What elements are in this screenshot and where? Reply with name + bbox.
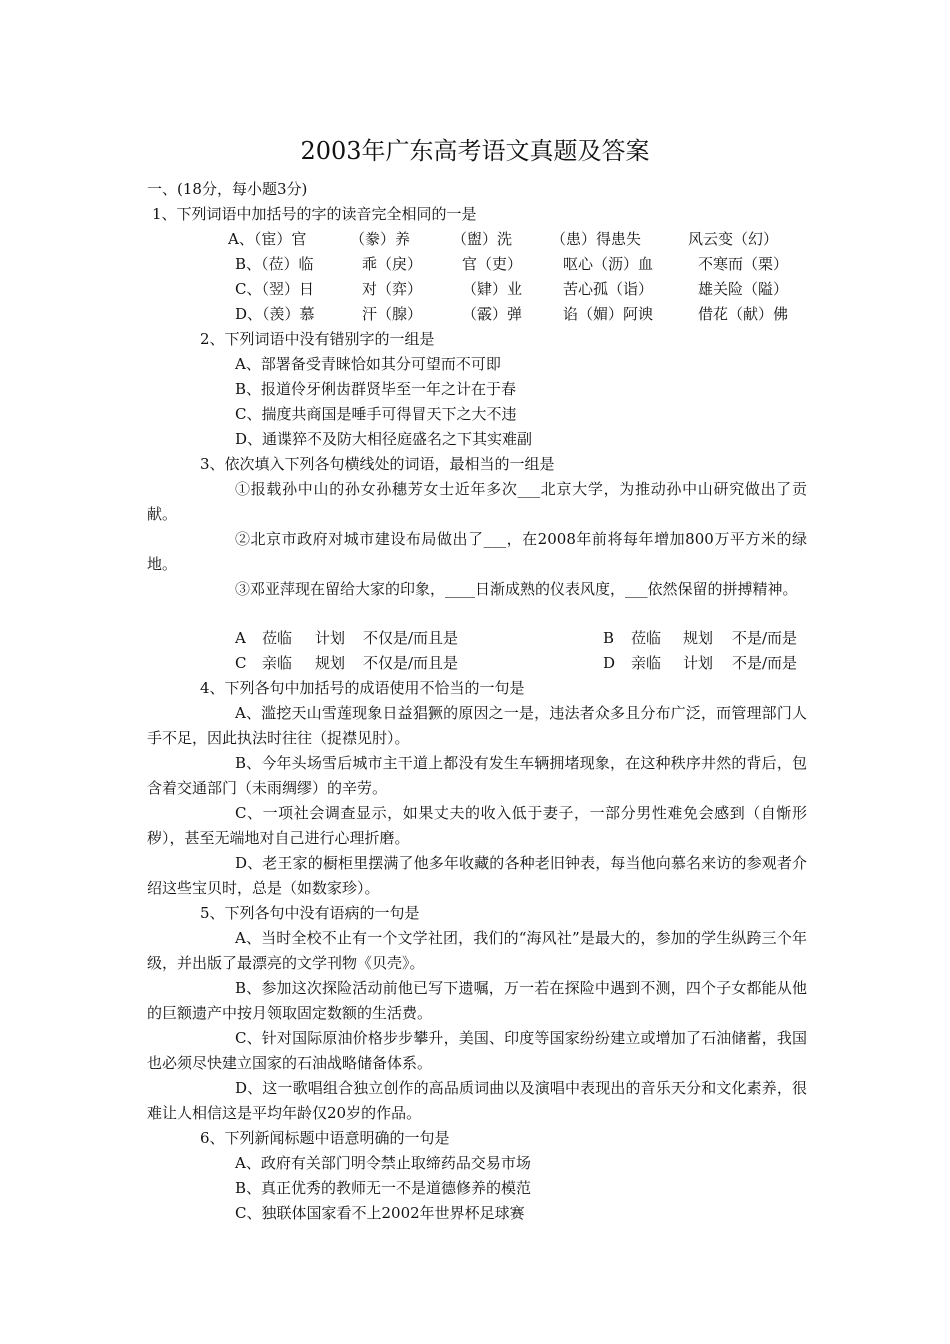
q3-sentence-3: ③邓亚萍现在留给大家的印象，____日渐成熟的仪表风度，___依然保留的拼搏精神。 <box>235 580 798 598</box>
q6-option-b: B、真正优秀的教师无一不是道德修养的模范 <box>235 1179 532 1197</box>
q4-option-c: C、一项社会调查显示，如果丈夫的收入低于妻子，一部分男性难免会感到（自惭形秽），甚至无端地对自己进行心理折磨。 <box>147 804 807 847</box>
q3-choice-word: 计划 <box>683 654 714 672</box>
question-1-stem: 1、下列词语中加括号的字的读音完全相同的一是 <box>152 205 477 223</box>
q3-choice-word: 规划 <box>683 629 714 647</box>
q3-choice-word: 莅临 <box>631 629 662 647</box>
q1-cell: 借花（献）佛 <box>698 305 789 323</box>
q1-cell: 官（吏） <box>462 255 523 273</box>
q1-cell: D、（羡）慕 <box>235 305 315 323</box>
q3-choice-word: 计划 <box>315 629 346 647</box>
q2-option-c: C、揣度共商国是唾手可得冒天下之大不违 <box>235 405 517 423</box>
q1-cell: （豢）养 <box>350 230 411 248</box>
q2-option-d: D、通谍猝不及防大相径庭盛名之下其实难副 <box>235 430 533 448</box>
q5-option-d: D、这一歌唱组合独立创作的高品质词曲以及演唱中表现出的音乐天分和文化素养，很难让人相信这是平均年龄仅20岁的作品。 <box>147 1079 807 1122</box>
q1-cell: 对（弈） <box>362 280 423 298</box>
q3-choice-word: 不是/而是 <box>732 654 798 672</box>
q1-cell: 风云变（幻） <box>688 230 779 248</box>
q3-choice-letter: C <box>235 654 247 672</box>
q3-sentence-1: ①报载孙中山的孙女孙穗芳女士近年多次___北京大学，为推动孙中山研究做出了贡献。 <box>147 480 807 523</box>
q3-choice-letter: B <box>603 629 615 647</box>
q1-cell: 乖（戾） <box>362 255 423 273</box>
q1-cell: （霰）弹 <box>462 305 523 323</box>
q5-option-a: A、当时全校不止有一个文学社团，我们的“海风社”是最大的，参加的学生纵跨三个年级，并出版了最漂亮的文学刊物《贝壳》。 <box>147 929 807 972</box>
q6-option-c: C、独联体国家看不上2002年世界杯足球赛 <box>235 1204 525 1222</box>
q3-sentence-2: ②北京市政府对城市建设布局做出了___，在2008年前将每年增加800万平方米的绿地。 <box>147 530 807 573</box>
q3-choice-word: 亲临 <box>262 654 293 672</box>
q1-cell: 雄关险（隘） <box>698 280 789 298</box>
q3-choice-word: 不仅是/而且是 <box>363 629 459 647</box>
section-heading: 一、(18分，每小题3分) <box>147 180 308 198</box>
question-2-stem: 2、下列词语中没有错别字的一组是 <box>200 330 435 348</box>
question-4-stem: 4、下列各句中加括号的成语使用不恰当的一句是 <box>200 679 525 697</box>
q1-cell: （盥）洗 <box>452 230 513 248</box>
q5-option-b: B、参加这次探险活动前他已写下遗嘱，万一若在探险中遇到不测，四个子女都能从他的巨额遗产中按月领取固定数额的生活费。 <box>147 979 807 1022</box>
q4-option-d: D、老王家的橱柜里摆满了他多年收藏的各种老旧钟表，每当他向慕名来访的参观者介绍这些宝贝时，总是（如数家珍）。 <box>147 854 807 897</box>
q2-option-a: A、部署备受青睐恰如其分可望而不可即 <box>235 355 501 373</box>
q3-choice-word: 不仅是/而且是 <box>363 654 459 672</box>
q3-choice-letter: A <box>235 629 246 647</box>
q5-option-c: C、针对国际原油价格步步攀升，美国、印度等国家纷纷建立或增加了石油储蓄，我国也必须尽快建立国家的石油战略储备体系。 <box>147 1029 807 1072</box>
question-5-stem: 5、下列各句中没有语病的一句是 <box>200 904 420 922</box>
q3-choice-letter: D <box>603 654 616 672</box>
q1-cell: A、（宦）官 <box>228 230 307 248</box>
q1-cell: 谄（媚）阿谀 <box>563 305 654 323</box>
q2-option-b: B、报道伶牙俐齿群贤毕至一年之计在于春 <box>235 380 517 398</box>
q4-option-a: A、滥挖天山雪莲现象日益猖獗的原因之一是，违法者众多且分布广泛，而管理部门人手不足，因此执法时往往（捉襟见肘）。 <box>147 704 807 747</box>
q3-choice-word: 规划 <box>315 654 346 672</box>
q1-cell: B、（莅）临 <box>235 255 314 273</box>
q3-choice-word: 亲临 <box>631 654 662 672</box>
q1-cell: 呕心（沥）血 <box>563 255 654 273</box>
question-3-stem: 3、依次填入下列各句横线处的词语，最相当的一组是 <box>200 455 555 473</box>
q1-cell: 苦心孤（诣） <box>563 280 654 298</box>
q1-cell: 不寒而（栗） <box>698 255 789 273</box>
q1-cell: C、（翌）日 <box>235 280 314 298</box>
question-6-stem: 6、下列新闻标题中语意明确的一句是 <box>200 1129 450 1147</box>
q1-cell: （患）得患失 <box>551 230 642 248</box>
q3-choice-word: 不是/而是 <box>732 629 798 647</box>
q1-cell: （肄）业 <box>462 280 523 298</box>
q1-cell: 汗（腺） <box>362 305 423 323</box>
q3-choice-word: 莅临 <box>262 629 293 647</box>
q6-option-a: A、政府有关部门明令禁止取缔药品交易市场 <box>235 1154 531 1172</box>
q4-option-b: B、今年头场雪后城市主干道上都没有发生车辆拥堵现象，在这种秩序井然的背后，包含着交通部门（未雨绸缪）的辛劳。 <box>147 754 807 797</box>
page-title: 2003年广东高考语文真题及答案 <box>300 137 650 165</box>
